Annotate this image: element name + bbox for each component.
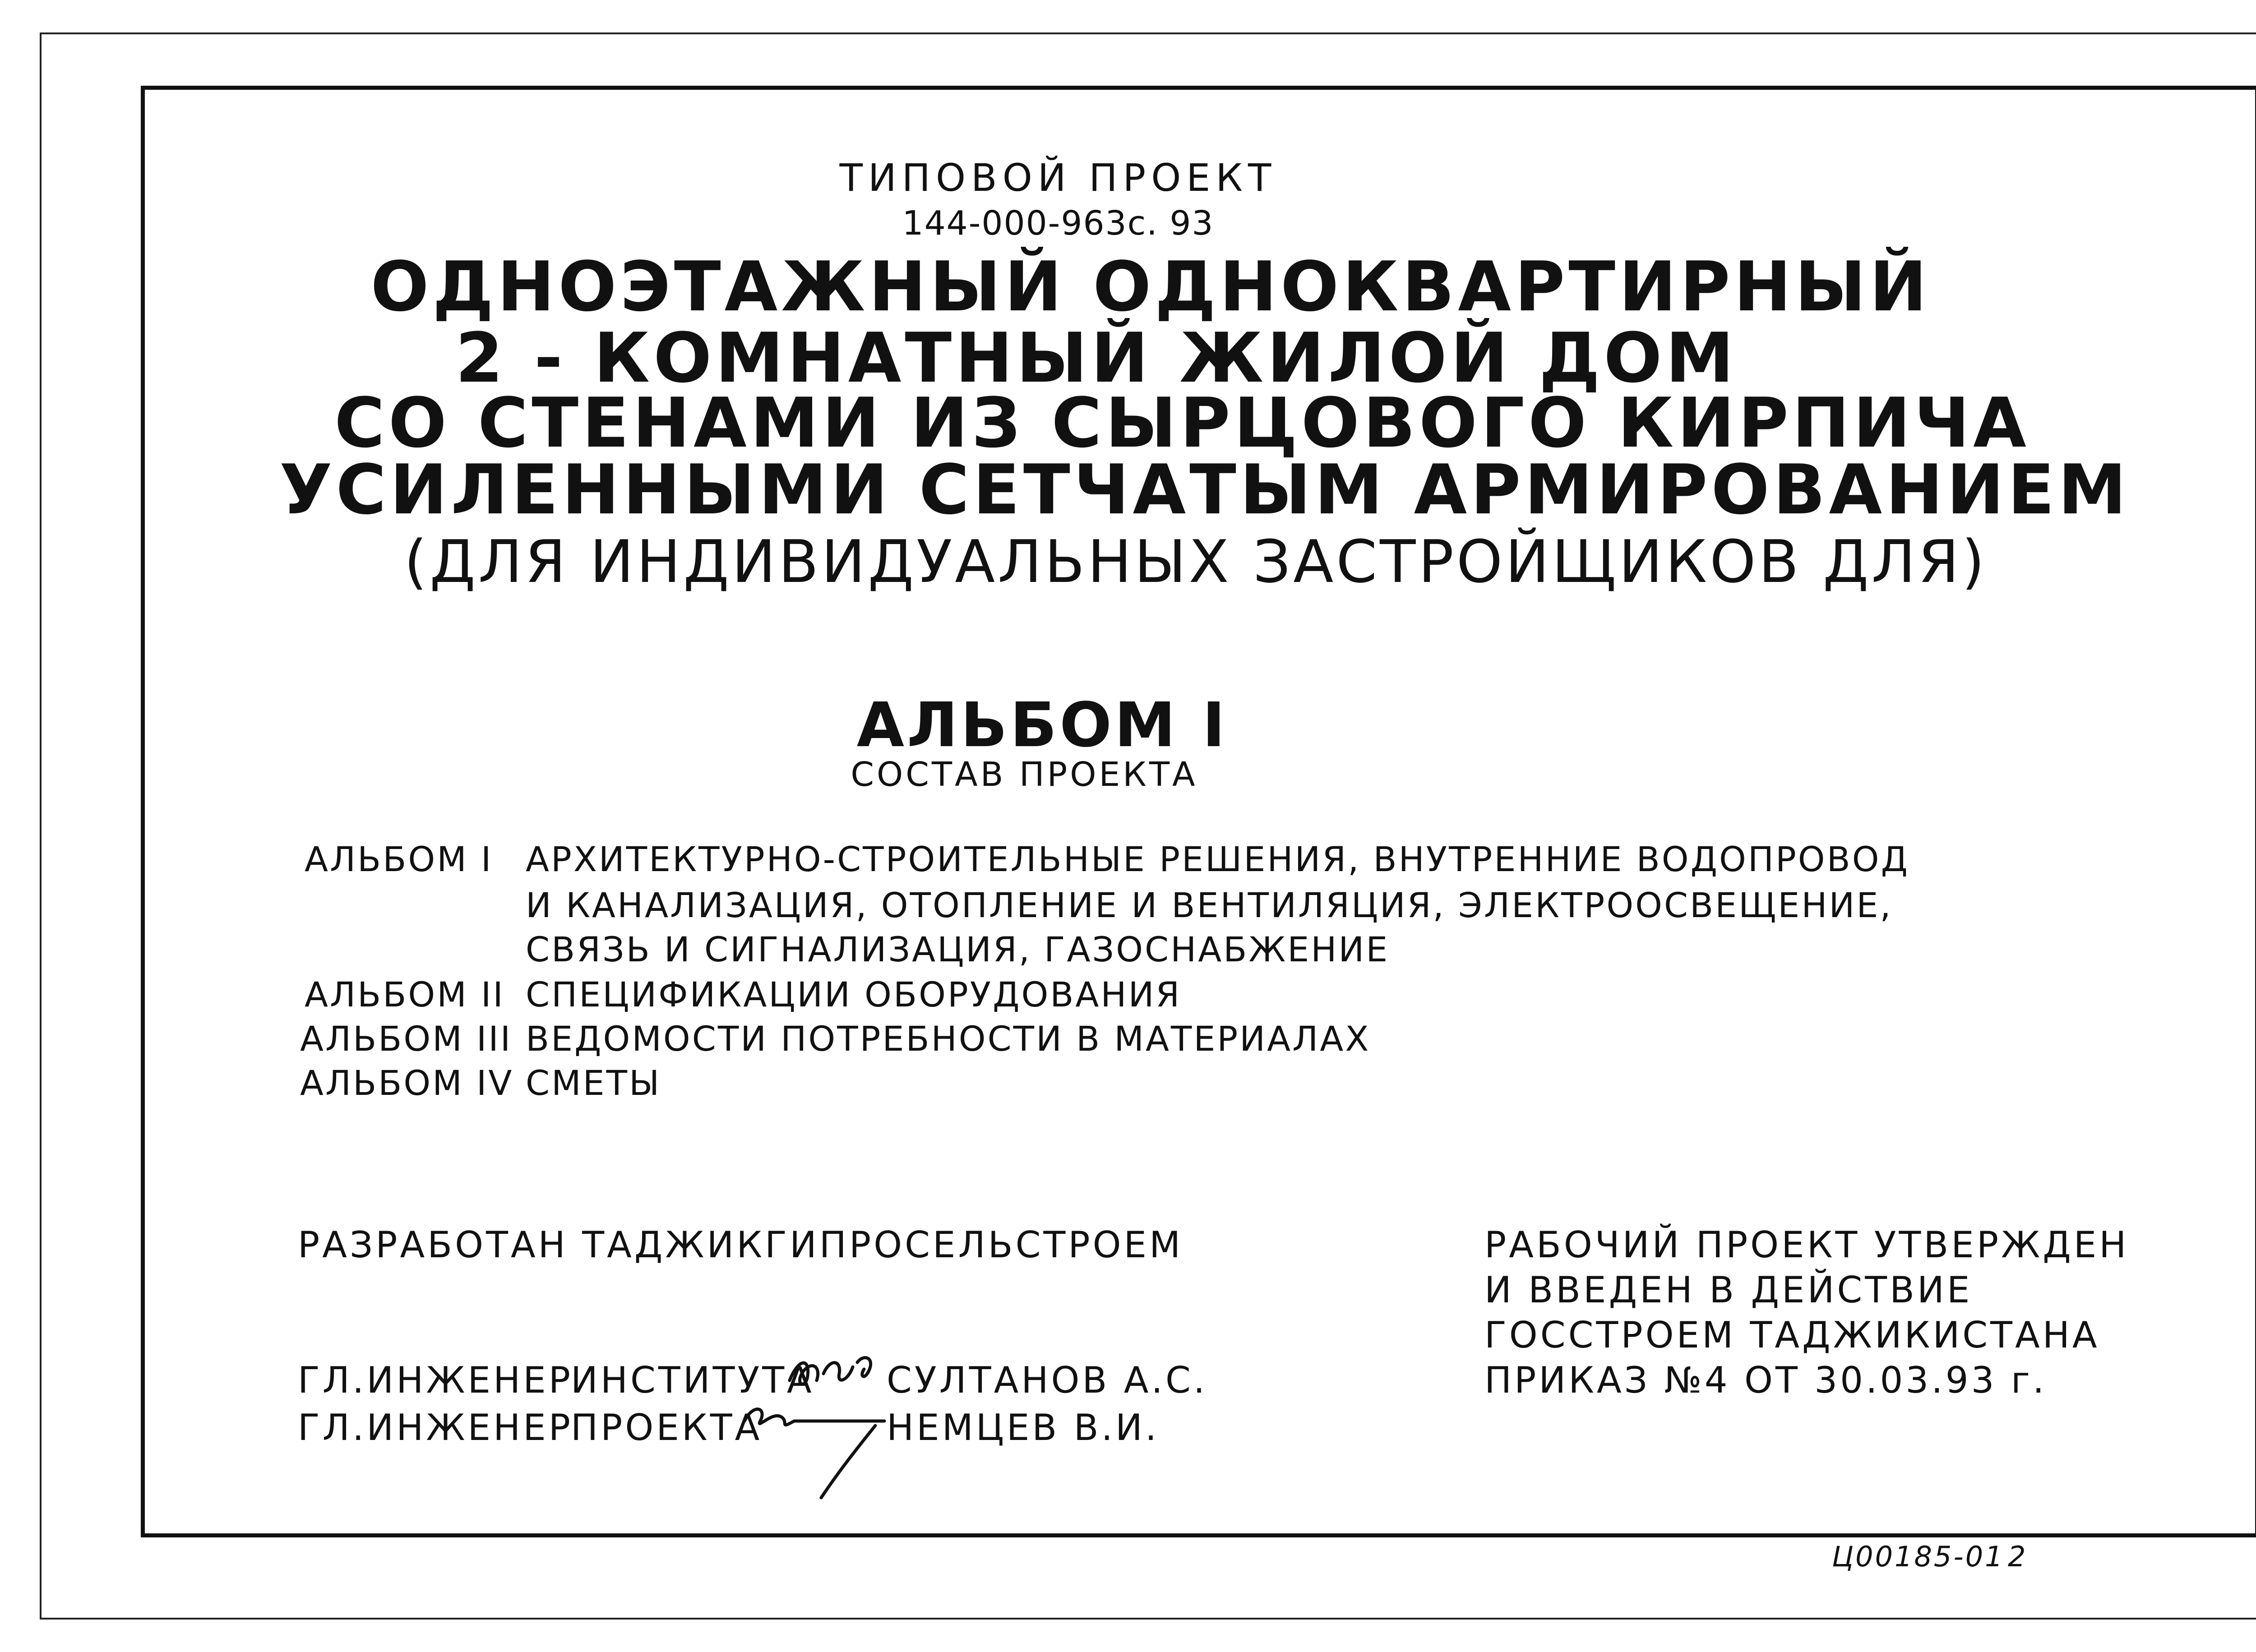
- contents-album-name: АЛЬБОМ IV: [300, 1063, 514, 1103]
- contents-album-desc-line: АРХИТЕКТУРНО-СТРОИТЕЛЬНЫЕ РЕШЕНИЯ, ВНУТРЕННИЕ ВОДОПРОВОД: [526, 839, 1909, 879]
- album-heading: АЛЬБОМ I: [856, 690, 1228, 761]
- contents-album-desc-line: СВЯЗЬ И СИГНАЛИЗАЦИЯ, ГАЗОСНАБЖЕНИЕ: [526, 929, 1390, 969]
- chief-engineer-project-of: ПРОЕКТА: [571, 1407, 763, 1449]
- chief-engineer-institute-role: ГЛ.ИНЖЕНЕР: [298, 1359, 573, 1401]
- contents-album-name: АЛЬБОМ II: [305, 974, 505, 1015]
- title-subtitle: (ДЛЯ ИНДИВИДУАЛЬНЫХ ЗАСТРОЙЩИКОВ ДЛЯ): [404, 527, 1988, 596]
- page-number: 2: [2008, 1540, 2028, 1573]
- contents-album-desc-line: И КАНАЛИЗАЦИЯ, ОТОПЛЕНИЕ И ВЕНТИЛЯЦИЯ, ЭЛЕКТРООСВЕЩЕНИЕ,: [526, 885, 1893, 925]
- album-subheading: СОСТАВ ПРОЕКТА: [851, 755, 1198, 794]
- project-code: 144-000-963с. 93: [902, 204, 1214, 243]
- signature-nemtsev: [740, 1394, 893, 1502]
- chief-engineer-project-name: НЕМЦЕВ В.И.: [887, 1407, 1160, 1449]
- contents-album-name: АЛЬБОМ III: [300, 1019, 513, 1059]
- sheet-code: Ц00185-01: [1832, 1540, 2005, 1573]
- contents-album-desc-line: СМЕТЫ: [526, 1063, 661, 1103]
- title-line-2: 2 - КОМНАТНЫЙ ЖИЛОЙ ДОМ: [455, 318, 1738, 398]
- contents-album-desc-line: СПЕЦИФИКАЦИИ ОБОРУДОВАНИЯ: [526, 974, 1182, 1015]
- chief-engineer-institute-of: ИНСТИТУТА: [571, 1359, 814, 1401]
- chief-engineer-project-role: ГЛ.ИНЖЕНЕР: [298, 1407, 573, 1449]
- project-type-label: ТИПОВОЙ ПРОЕКТ: [839, 156, 1277, 200]
- approval-line-3: ГОССТРОЕМ ТАДЖИКИСТАНА: [1484, 1314, 2100, 1356]
- title-line-4: УСИЛЕННЫМИ СЕТЧАТЫМ АРМИРОВАНИЕМ: [279, 450, 2130, 530]
- contents-album-name: АЛЬБОМ I: [305, 839, 493, 879]
- chief-engineer-institute-name: СУЛТАНОВ А.С.: [887, 1359, 1208, 1401]
- title-line-3: СО СТЕНАМИ ИЗ СЫРЦОВОГО КИРПИЧА: [334, 383, 2030, 463]
- approval-line-2: И ВВЕДЕН В ДЕЙСТВИЕ: [1484, 1269, 1973, 1311]
- approval-line-1: РАБОЧИЙ ПРОЕКТ УТВЕРЖДЕН: [1484, 1224, 2129, 1266]
- signature-sultanov: [785, 1349, 889, 1398]
- developer-text: РАЗРАБОТАН ТАДЖИКГИПРОСЕЛЬСТРОЕМ: [298, 1224, 1183, 1266]
- contents-album-desc-line: ВЕДОМОСТИ ПОТРЕБНОСТИ В МАТЕРИАЛАХ: [526, 1019, 1371, 1059]
- title-line-1: ОДНОЭТАЖНЫЙ ОДНОКВАРТИРНЫЙ: [370, 247, 1931, 327]
- approval-line-4: ПРИКАЗ №4 ОТ 30.03.93 г.: [1484, 1359, 2047, 1401]
